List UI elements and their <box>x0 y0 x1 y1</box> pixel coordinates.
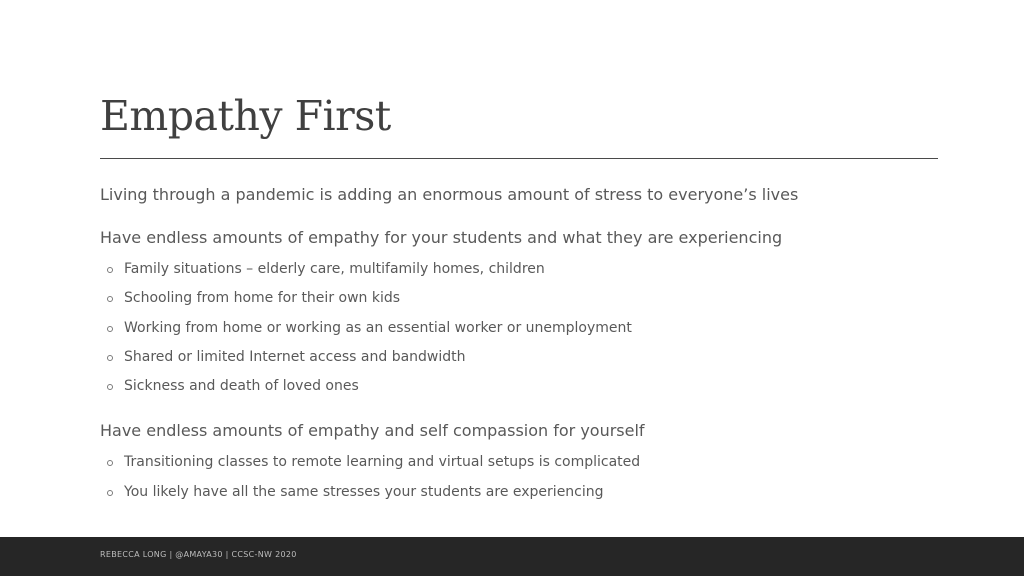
sub-bullet-text: Family situations – elderly care, multifamily homes, children <box>124 261 545 277</box>
sub-bullet-list <box>100 255 940 401</box>
circle-bullet-icon <box>107 460 113 466</box>
circle-bullet-icon <box>107 355 113 361</box>
title-divider <box>100 158 938 159</box>
slide-body <box>100 182 940 507</box>
circle-bullet-icon <box>107 384 113 390</box>
sub-bullet <box>100 255 940 284</box>
footer-bar <box>0 537 1024 576</box>
sub-bullet-text: Sickness and death of loved ones <box>124 378 359 395</box>
circle-bullet-icon <box>107 490 113 496</box>
circle-bullet-icon <box>107 267 113 273</box>
sub-bullet <box>100 478 940 507</box>
sub-bullet-text: Shared or limited Internet access and bandwidth <box>124 348 466 365</box>
footer-text: REBECCA LONG | @AMAYA30 | CCSC-NW 2020 <box>100 550 297 559</box>
sub-bullet-text: You likely have all the same stresses your students are experiencing <box>124 483 604 500</box>
sub-bullet <box>100 314 940 343</box>
bullet-point: Have endless amounts of empathy for your students and what they are experiencing <box>100 228 783 247</box>
circle-bullet-icon <box>107 296 113 302</box>
sub-bullet-text: Transitioning classes to remote learning and virtual setups is complicated <box>124 454 641 471</box>
slide-title: Empathy First <box>100 92 391 140</box>
sub-bullet-text: Schooling from home for their own kids <box>124 290 401 307</box>
bullet-point: Have endless amounts of empathy and self compassion for yourself <box>100 421 645 441</box>
sub-bullet-list <box>100 448 940 507</box>
sub-bullet <box>100 448 940 477</box>
sub-bullet-text: Working from home or working as an essential worker or unemployment <box>124 319 632 336</box>
sub-bullet <box>100 284 940 313</box>
circle-bullet-icon <box>107 326 113 332</box>
sub-bullet <box>100 343 940 372</box>
bullet-point: Living through a pandemic is adding an enormous amount of stress to everyone’s lives <box>100 185 799 204</box>
sub-bullet <box>100 372 940 401</box>
